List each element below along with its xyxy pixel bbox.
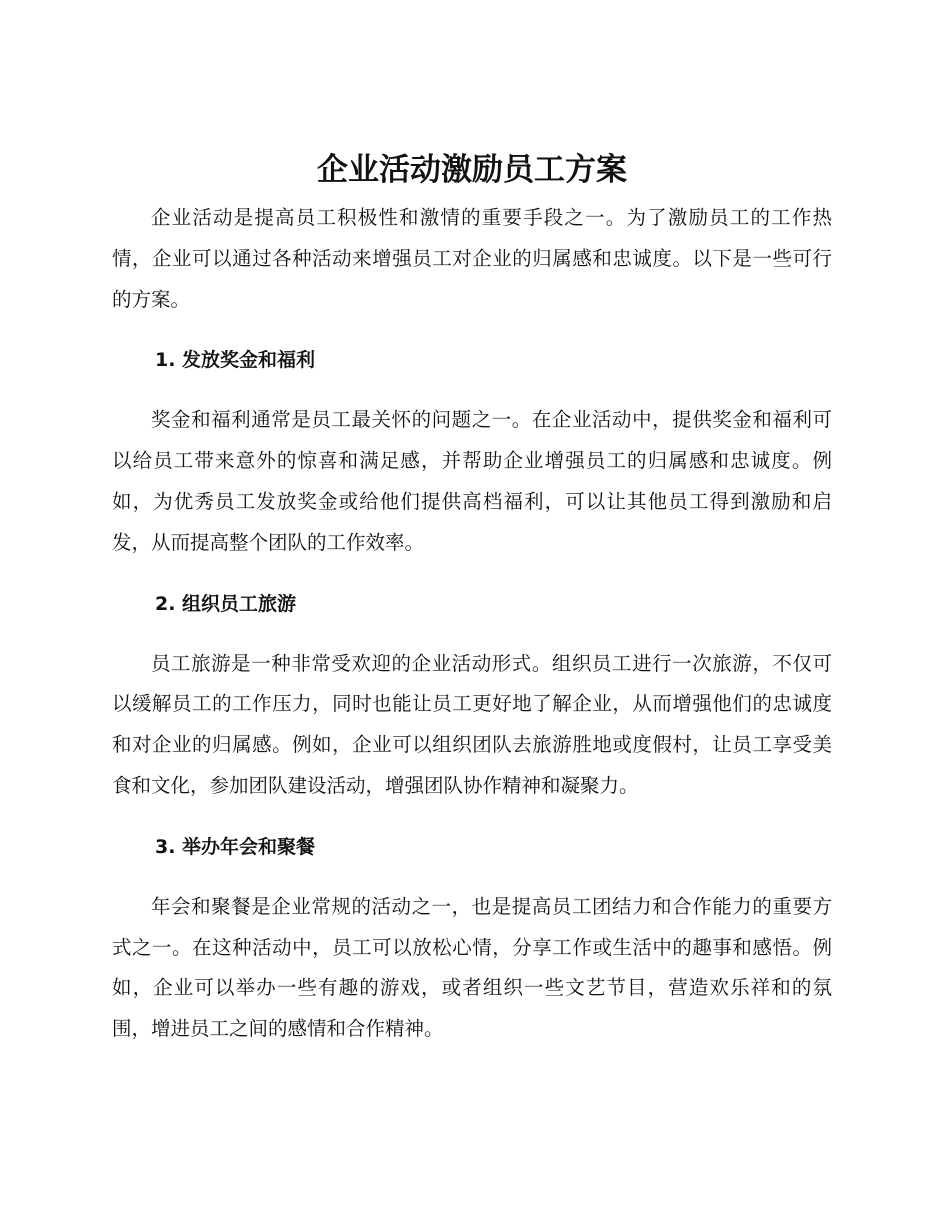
section-body-3: 年会和聚餐是企业常规的活动之一，也是提高员工团结力和合作能力的重要方式之一。在这种活动中，员工可以放松心情，分享工作或生活中的趣事和感悟。例如，企业可以举办一些有趣的游戏，或者组织一些文艺节目，营造欢乐祥和的氛围，增进员工之间的感情和合作精神。 (112, 894, 832, 1041)
intro-paragraph: 企业活动是提高员工积极性和激情的重要手段之一。为了激励员工的工作热情，企业可以通过各种活动来增强员工对企业的归属感和忠诚度。以下是一些可行的方案。 (112, 206, 832, 311)
document-page (112, 148, 832, 1050)
section-heading-1: 1. 发放奖金和福利 (155, 349, 316, 372)
section-heading-2: 2. 组织员工旅游 (155, 592, 297, 615)
section-body-1: 奖金和福利通常是员工最关怀的问题之一。在企业活动中，提供奖金和福利可以给员工带来意外的惊喜和满足感，并帮助企业增强员工的归属感和忠诚度。例如，为优秀员工发放奖金或给他们提供高档福利，可以让其他员工得到激励和启发，从而提高整个团队的工作效率。 (112, 408, 832, 554)
section-heading-3: 3. 举办年会和聚餐 (155, 835, 316, 858)
section-body-2: 员工旅游是一种非常受欢迎的企业活动形式。组织员工进行一次旅游，不仅可以缓解员工的工作压力，同时也能让员工更好地了解企业，从而增强他们的忠诚度和对企业的归属感。例如，企业可以组织团队去旅游胜地或度假村，让员工享受美食和文化，参加团队建设活动，增强团队协作精神和凝聚力。 (112, 651, 832, 797)
document-title: 企业活动激励员工方案 (317, 152, 627, 188)
